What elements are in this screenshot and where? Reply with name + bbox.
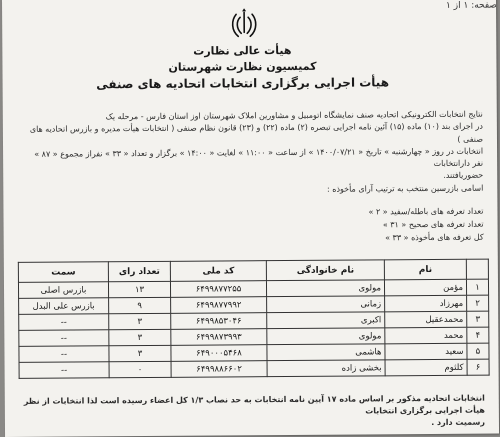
first-name: محمد xyxy=(385,327,467,344)
national-code: ۶۴۹۹۸۵۳۰۴۶ xyxy=(171,313,267,330)
body-line: اسامی بازرسین منتخب به ترتیب آرای مأخوذه : xyxy=(326,183,484,194)
election-description xyxy=(23,109,484,198)
role: بازرس علی البدل xyxy=(19,298,109,315)
ballot-counts xyxy=(43,205,483,247)
row-index: ۴ xyxy=(467,327,489,343)
body-line: نتایج انتخابات الکترونیکی اتحادیه صنف نمایشگاه اتومبیل و مشاورین املاک شهرستان اوز استان فارس - مرحله یک xyxy=(105,109,483,122)
page-number-total: ۱ xyxy=(445,0,451,11)
first-name: مؤمن xyxy=(384,279,466,296)
row-index: ۱ xyxy=(466,279,488,295)
votes: ۹ xyxy=(109,297,171,313)
header-executive-board: هیأت اجرایی برگزاری انتخابات اتحادیه های صنفی xyxy=(96,75,390,92)
last-name: مولوی xyxy=(266,280,384,297)
last-name: هاشمی xyxy=(267,344,385,361)
national-code: ۶۴۹۹۸۷۷۹۹۲ xyxy=(171,297,267,314)
row-index: ۵ xyxy=(467,343,489,359)
last-name: مولوی xyxy=(267,328,385,345)
row-index: ۶ xyxy=(467,359,489,375)
first-name: کلثوم xyxy=(385,359,467,376)
page-number-of: از xyxy=(453,0,461,11)
footer-line: انتخابات اتحادیه مذکور بر اساس ماده ۱۷ آیین نامه انتخابات به حد نصاب ۱/۳ کل اعضاء رسیده است لذا انتخابات از نظر هیأت اجرایی برگزاری انتخابات xyxy=(23,393,485,416)
row-index: ۲ xyxy=(467,295,489,311)
table-row xyxy=(19,359,489,378)
valid-ballots: تعداد تعرفه های صحیح « ۳۱ » xyxy=(382,219,484,230)
national-code: ۶۴۹۹۸۸۶۶۰۲ xyxy=(171,361,267,378)
votes: ۳ xyxy=(109,345,171,361)
page-number-current: ۱ xyxy=(463,0,469,11)
col-header-first-name: نام xyxy=(384,259,466,280)
first-name: محمدعقیل xyxy=(385,311,467,328)
void-ballots: تعداد تعرفه های باطله/سفید « ۲ » xyxy=(368,206,484,217)
votes: ۰ xyxy=(109,361,171,377)
col-header-last-name: نام خانوادگی xyxy=(266,260,384,281)
results-table xyxy=(18,259,490,379)
votes: ۳ xyxy=(109,313,171,329)
body-line: در اجرای بند (۱۰) ماده (۱۵) آئین نامه اجرایی تبصره (۲) ماده (۲۲) و (۲۳) قانون نظام صنفی ( انتخابات هیأت مدیره و بازرس اتحادیه های صنفی ) xyxy=(29,121,484,144)
national-code: ۶۴۹۰۰۰۵۴۶۸ xyxy=(171,345,267,362)
header-high-supervision: هیأت عالی نظارت xyxy=(193,43,292,58)
col-header-national-code: کد ملی xyxy=(170,261,266,282)
national-code: ۶۴۹۹۸۷۷۲۵۵ xyxy=(170,281,266,298)
col-header-votes: تعداد رای xyxy=(108,261,170,281)
role: -- xyxy=(19,362,109,379)
body-line: حضوریافتند. xyxy=(443,171,484,181)
role: -- xyxy=(19,346,109,363)
last-name: بخشی زاده xyxy=(267,360,385,377)
body-line: انتخابات در روز « چهارشنبه » تاریخ « ۱۴۰۰/۰۷/۲۱ » از ساعت « ۱۱:۰۰ » لغایت « ۱۴:۰۰ » برگزار و تعداد « ۳۳ » نفراز مجموع « ۸۷ » نفر دارانتخابات xyxy=(34,146,484,169)
last-name: زمانی xyxy=(267,296,385,313)
national-code: ۶۴۹۹۸۷۳۹۹۳ xyxy=(171,329,267,346)
role: -- xyxy=(19,330,109,347)
col-header-index xyxy=(466,259,488,279)
row-index: ۳ xyxy=(467,311,489,327)
votes: ۱۳ xyxy=(108,281,170,297)
page-number xyxy=(357,1,497,12)
total-ballots: کل تعرفه های مأخوذه « ۳۳ » xyxy=(385,232,484,243)
footer-note xyxy=(15,393,485,432)
first-name: سعید xyxy=(385,343,467,360)
col-header-role: سمت xyxy=(18,262,108,283)
votes: ۳ xyxy=(109,329,171,345)
last-name: اکبری xyxy=(267,312,385,329)
first-name: مهرزاد xyxy=(385,295,467,312)
header-county-commission: کمیسیون نظارت شهرستان xyxy=(168,59,317,74)
role: -- xyxy=(19,314,109,331)
role: بازرس اصلی xyxy=(18,282,108,299)
page-number-label: صفحه: xyxy=(471,0,498,11)
footer-line: رسمیت دارد . xyxy=(431,417,485,428)
document-page xyxy=(2,0,499,437)
national-emblem-icon xyxy=(229,8,259,42)
